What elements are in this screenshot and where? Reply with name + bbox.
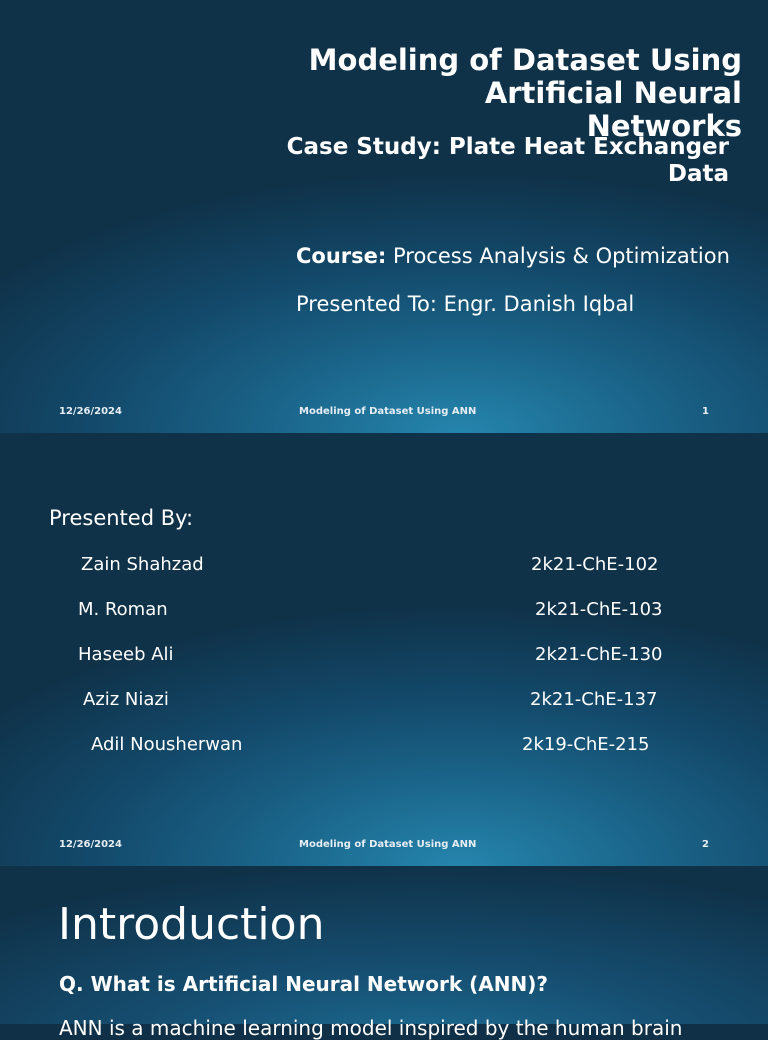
course-line: [296, 244, 730, 268]
title-line: Networks: [586, 109, 742, 143]
slide-title: [222, 44, 742, 143]
subtitle-line: Case Study: Plate Heat Exchanger: [286, 134, 729, 160]
slide-1: [0, 0, 768, 433]
body-text: ANN is a machine learning model inspired by the human brain: [59, 1016, 683, 1040]
question-text: Q. What is Artificial Neural Network (ANN)?: [59, 972, 548, 996]
course-label: Course:: [296, 244, 387, 268]
member-name: Aziz Niazi: [83, 689, 169, 710]
title-line: Artificial Neural: [484, 76, 742, 110]
subtitle-line: Data: [667, 161, 729, 187]
slide-subtitle: [169, 134, 729, 188]
member-reg: 2k19-ChE-215: [522, 734, 650, 755]
title-line: Modeling of Dataset Using: [308, 43, 742, 77]
footer-page-number: 2: [702, 839, 709, 850]
member-name: Haseeb Ali: [78, 644, 174, 665]
presented-to: Presented To: Engr. Danish Iqbal: [296, 292, 635, 316]
footer-title: Modeling of Dataset Using ANN: [299, 839, 477, 850]
course-value: Process Analysis & Optimization: [392, 244, 730, 268]
member-reg: 2k21-ChE-137: [530, 689, 658, 710]
footer-title: Modeling of Dataset Using ANN: [299, 406, 477, 417]
member-reg: 2k21-ChE-102: [531, 554, 659, 575]
slide-2: [0, 433, 768, 866]
member-reg: 2k21-ChE-103: [535, 599, 663, 620]
footer-date: 12/26/2024: [59, 839, 122, 850]
slide-heading: Introduction: [58, 899, 325, 950]
member-name: Adil Nousherwan: [91, 734, 243, 755]
footer-page-number: 1: [702, 406, 709, 417]
member-reg: 2k21-ChE-130: [535, 644, 663, 665]
slide-3: [0, 866, 768, 1040]
member-name: M. Roman: [78, 599, 168, 620]
footer-date: 12/26/2024: [59, 406, 122, 417]
presented-by-heading: Presented By:: [49, 506, 194, 530]
member-name: Zain Shahzad: [81, 554, 204, 575]
